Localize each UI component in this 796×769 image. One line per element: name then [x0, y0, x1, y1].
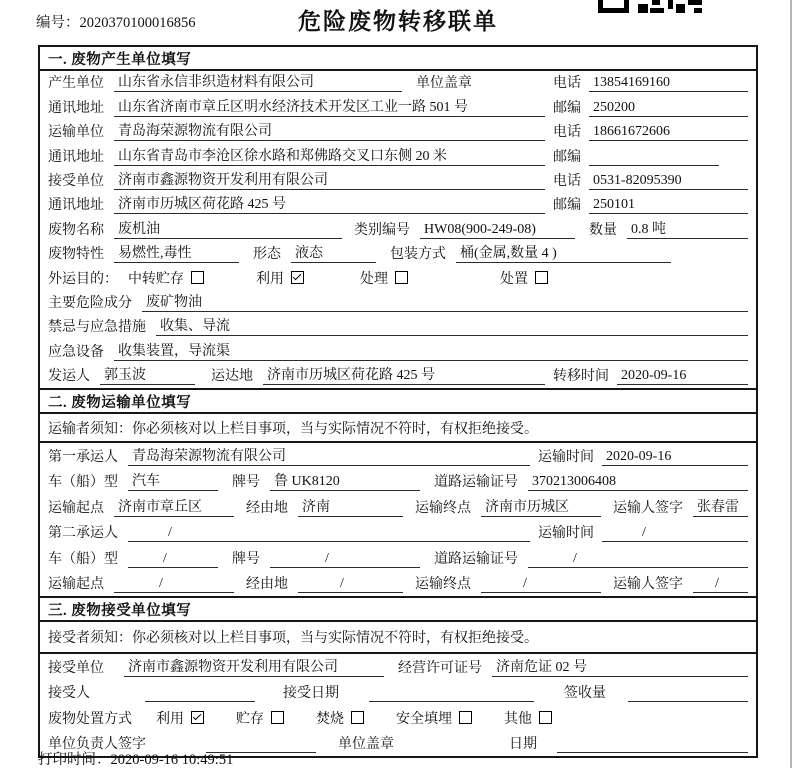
- checkbox-icon: [271, 711, 284, 724]
- receiver-phone-value: 0531-82095390: [589, 173, 748, 190]
- producer-row: [40, 71, 756, 95]
- producer-address-value: 山东省济南市章丘区明水经济技术开发区工业一路 501 号: [114, 96, 545, 117]
- route-end-label: 运输终点: [415, 577, 471, 593]
- transporter-address-row: [40, 144, 756, 168]
- disposal-option-landfill: [396, 708, 472, 728]
- route-row-1: [40, 494, 756, 520]
- serial-value: 2020370100016856: [79, 15, 196, 31]
- plate-number-label: 牌号: [232, 551, 260, 567]
- checkbox-label: 其他: [504, 711, 532, 727]
- date-value: [557, 752, 748, 753]
- vehicle-type-label: 车（船）型: [48, 475, 118, 491]
- emergency-measures-row: [40, 315, 756, 339]
- transfer-time-label: 转移时间: [553, 369, 609, 385]
- emergency-equipment-label: 应急设备: [48, 344, 104, 360]
- waste-name-row: [40, 217, 756, 241]
- phone-label: 电话: [553, 173, 581, 189]
- form-title: 危险废物转移联单: [298, 9, 498, 34]
- vehicle-type-value: 汽车: [128, 470, 218, 491]
- waste-traits-value: 易燃性,毒性: [114, 242, 239, 263]
- dispatcher-row: [40, 364, 756, 388]
- checkbox-icon: [191, 271, 204, 284]
- transfer-manifest-form: [38, 45, 758, 758]
- physical-form-label: 形态: [253, 247, 281, 263]
- print-time: [38, 748, 233, 769]
- waste-name-label: 废物名称: [48, 222, 104, 238]
- vehicle-row-1: [40, 469, 756, 495]
- transporter-row: [40, 120, 756, 144]
- unit-stamp-label: 单位盖章: [338, 737, 394, 753]
- producer-label: 产生单位: [48, 76, 104, 92]
- carrier-signature-value: /: [693, 576, 748, 593]
- plate-number-label: 牌号: [232, 475, 260, 491]
- hazard-components-label: 主要危险成分: [48, 295, 132, 311]
- section-3-header: 三. 废物接受单位填写: [40, 596, 756, 622]
- disposal-option-storage: [236, 708, 284, 728]
- checkbox-icon: [351, 711, 364, 724]
- first-carrier-value: 青岛海荣源物流有限公司: [128, 445, 530, 466]
- checkbox-label: 处置: [500, 271, 528, 287]
- waste-name-value: 废机油: [114, 218, 342, 239]
- accept-date-value: [369, 701, 534, 702]
- transporter-label: 运输单位: [48, 125, 104, 141]
- route-end-value: 济南市历城区: [481, 496, 601, 517]
- road-permit-label: 道路运输证号: [434, 475, 518, 491]
- transport-time-label: 运输时间: [538, 449, 594, 465]
- transporter-address-value: 山东省青岛市李沧区徐水路和郑佛路交叉口东侧 20 米: [114, 145, 545, 166]
- receipt-quantity-value: [628, 701, 748, 702]
- route-via-value: /: [298, 576, 403, 593]
- producer-phone-value: 13854169160: [589, 75, 748, 92]
- producer-zip-value: 250200: [589, 100, 748, 117]
- zip-label: 邮编: [553, 100, 581, 116]
- accepting-unit-row: [40, 654, 756, 680]
- accept-person-label: 接受人: [48, 686, 90, 702]
- first-carrier-label: 第一承运人: [48, 449, 118, 465]
- receiver-label: 接受单位: [48, 173, 104, 189]
- emergency-measures-label: 禁忌与应急措施: [48, 320, 146, 336]
- second-carrier-label: 第二承运人: [48, 526, 118, 542]
- checkbox-checked-icon: [191, 711, 204, 724]
- address-label: 通讯地址: [48, 149, 104, 165]
- transporter-notice: 运输者须知：你必须核对以上栏目事项，当与实际情况不符时，有权拒绝接受。: [40, 414, 756, 443]
- accepting-unit-value: 济南市鑫源物资开发利用有限公司: [124, 656, 384, 677]
- section-1-header: 一. 废物产生单位填写: [40, 47, 756, 71]
- transport-time-label: 运输时间: [538, 526, 594, 542]
- road-permit-value: 370213006408: [528, 474, 748, 491]
- physical-form-value: 液态: [291, 242, 376, 263]
- window-right-edge: [790, 0, 792, 768]
- transfer-purpose-label: 外运目的：: [48, 271, 118, 287]
- checkbox-icon: [395, 271, 408, 284]
- first-carrier-row: [40, 443, 756, 469]
- dispatcher-value: 郭玉波: [100, 364, 195, 385]
- disposal-method-label: 废物处置方式: [48, 711, 132, 727]
- vehicle-type-value: /: [128, 551, 218, 568]
- receipt-quantity-label: 签收量: [564, 686, 606, 702]
- transporter-value: 青岛海荣源物流有限公司: [114, 120, 545, 141]
- route-end-value: /: [481, 576, 601, 593]
- route-end-label: 运输终点: [415, 500, 471, 516]
- waste-traits-label: 废物特性: [48, 247, 104, 263]
- second-carrier-row: [40, 520, 756, 546]
- producer-value: 山东省永信非织造材料有限公司: [114, 71, 402, 92]
- checkbox-label: 焚烧: [316, 711, 344, 727]
- phone-label: 电话: [553, 125, 581, 141]
- receiver-row: [40, 169, 756, 193]
- checkbox-label: 中转贮存: [128, 271, 184, 287]
- purpose-option-dispose: [500, 268, 548, 288]
- checkbox-label: 贮存: [236, 711, 264, 727]
- destination-value: 济南市历城区荷花路 425 号: [263, 364, 545, 385]
- receiver-value: 济南市鑫源物资开发利用有限公司: [114, 169, 545, 190]
- route-start-label: 运输起点: [48, 577, 104, 593]
- category-code-label: 类别编号: [354, 222, 410, 238]
- checkbox-checked-icon: [291, 271, 304, 284]
- packaging-label: 包装方式: [390, 247, 446, 263]
- transporter-phone-value: 18661672606: [589, 124, 748, 141]
- road-permit-label: 道路运输证号: [434, 551, 518, 567]
- carrier-signature-label: 运输人签字: [613, 577, 683, 593]
- accepting-unit-label: 接受单位: [48, 660, 104, 676]
- accept-date-label: 接受日期: [283, 686, 339, 702]
- transfer-time-value: 2020-09-16: [617, 368, 748, 385]
- hazard-components-value: 废矿物油: [142, 291, 748, 312]
- accept-person-value: [145, 701, 255, 702]
- receiver-notice: 接受者须知：你必须核对以上栏目事项，当与实际情况不符时，有权拒绝接受。: [40, 622, 756, 654]
- zip-label: 邮编: [553, 198, 581, 214]
- checkbox-icon: [459, 711, 472, 724]
- purpose-option-utilize: [256, 268, 304, 288]
- checkbox-icon: [539, 711, 552, 724]
- plate-number-value: /: [270, 551, 420, 568]
- emergency-equipment-row: [40, 339, 756, 363]
- transfer-purpose-row: [40, 266, 756, 290]
- checkbox-label: 利用: [156, 711, 184, 727]
- print-time-label: 打印时间：: [38, 752, 111, 768]
- route-via-label: 经由地: [246, 577, 288, 593]
- print-time-value: 2020-09-16 10:49:51: [110, 752, 234, 768]
- checkbox-label: 利用: [256, 271, 284, 287]
- transporter-zip-value: [589, 165, 719, 166]
- route-start-value: /: [114, 576, 234, 593]
- dispatcher-label: 发运人: [48, 369, 90, 385]
- vehicle-type-label: 车（船）型: [48, 551, 118, 567]
- business-license-value: 济南危证 02 号: [492, 656, 748, 677]
- disposal-option-incinerate: [316, 708, 364, 728]
- receiver-address-value: 济南市历城区荷花路 425 号: [114, 193, 545, 214]
- unit-stamp-label: 单位盖章: [416, 76, 472, 92]
- transport-time-value: /: [602, 525, 748, 542]
- checkbox-label: 处理: [360, 271, 388, 287]
- receiver-zip-value: 250101: [589, 197, 748, 214]
- address-label: 通讯地址: [48, 198, 104, 214]
- vehicle-row-2: [40, 545, 756, 571]
- zip-label: 邮编: [553, 149, 581, 165]
- category-code-value: HW08(900-249-08): [420, 222, 575, 239]
- business-license-label: 经营许可证号: [398, 660, 482, 676]
- second-carrier-value: /: [128, 525, 530, 542]
- receiver-address-row: [40, 193, 756, 217]
- road-permit-value: /: [528, 551, 748, 568]
- disposal-method-row: [40, 705, 756, 731]
- address-label: 通讯地址: [48, 100, 104, 116]
- purpose-option-transfer-storage: [128, 268, 204, 288]
- checkbox-icon: [535, 271, 548, 284]
- carrier-signature-label: 运输人签字: [613, 500, 683, 516]
- route-via-label: 经由地: [246, 500, 288, 516]
- accept-person-row: [40, 680, 756, 706]
- phone-label: 电话: [553, 76, 581, 92]
- disposal-option-other: [504, 708, 552, 728]
- waste-traits-row: [40, 242, 756, 266]
- packaging-value: 桶(金属,数量 4 ): [456, 242, 671, 263]
- hazard-components-row: [40, 291, 756, 315]
- qr-code-fragment-icon: [598, 0, 704, 19]
- emergency-equipment-value: 收集装置，导流渠: [114, 340, 748, 361]
- producer-address-row: [40, 95, 756, 119]
- serial-label: 编号：: [36, 15, 80, 31]
- carrier-signature-value: 张春雷: [693, 496, 748, 517]
- emergency-measures-value: 收集、导流: [156, 315, 748, 336]
- route-via-value: 济南: [298, 496, 403, 517]
- plate-number-value: 鲁 UK8120: [270, 470, 420, 491]
- section-2-header: 二. 废物运输单位填写: [40, 388, 756, 414]
- quantity-value: 0.8 吨: [627, 218, 748, 239]
- transport-time-value: 2020-09-16: [602, 449, 748, 466]
- destination-label: 运达地: [211, 369, 253, 385]
- responsible-signature-label: 单位负责人签字: [48, 737, 146, 753]
- disposal-option-utilize: [156, 708, 204, 728]
- date-label: 日期: [509, 737, 537, 753]
- route-start-value: 济南市章丘区: [114, 496, 234, 517]
- document-header: [0, 0, 796, 44]
- purpose-option-treat: [360, 268, 408, 288]
- route-row-2: [40, 571, 756, 597]
- checkbox-label: 安全填埋: [396, 711, 452, 727]
- route-start-label: 运输起点: [48, 500, 104, 516]
- quantity-label: 数量: [589, 222, 617, 238]
